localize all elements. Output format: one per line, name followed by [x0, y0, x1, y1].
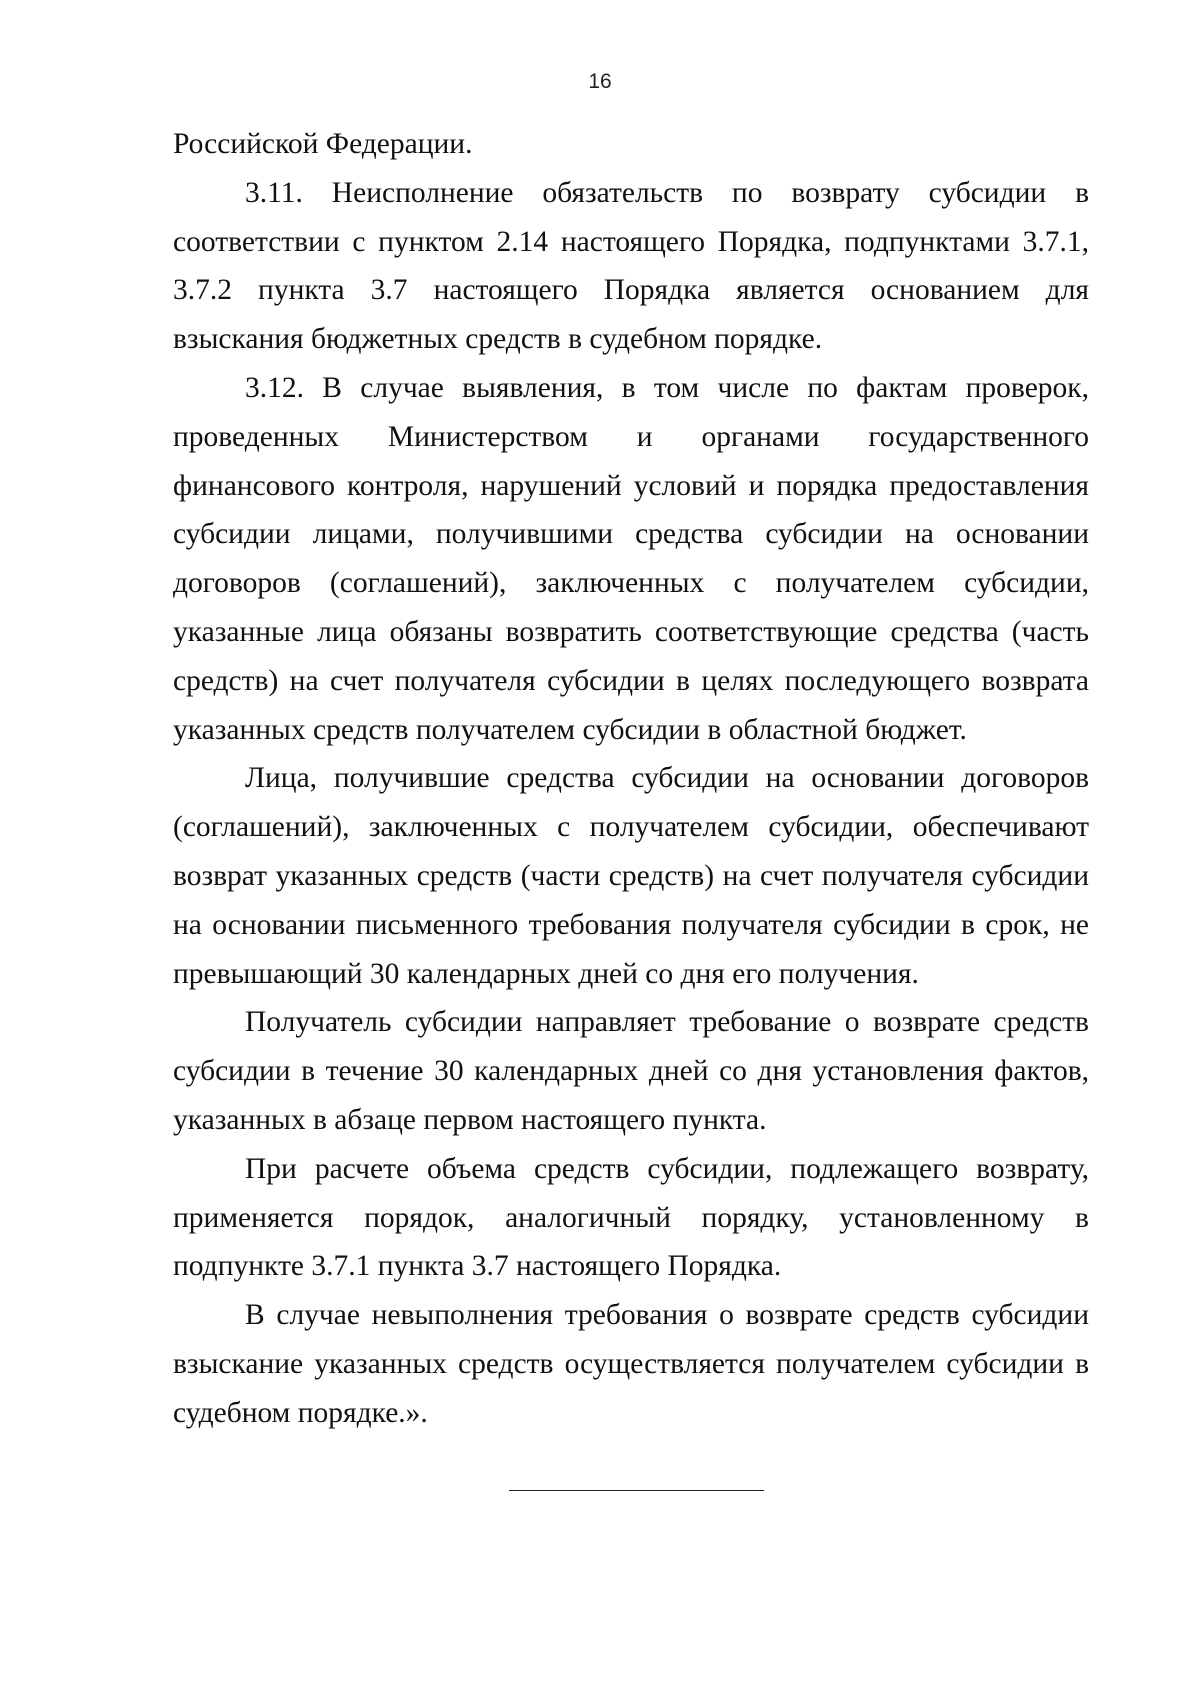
paragraph-calculation: При расчете объема средств субсидии, подлежащего возврату, применяется порядок, аналогичный порядку, установленному в подпункте 3.7.1 пункта 3.7 настоящего Порядка.	[173, 1152, 1089, 1283]
paragraph-demand-deadline: Получатель субсидии направляет требование о возврате средств субсидии в течение 30 календарных дней со дня установления фактов, указанных в абзаце первом настоящего пункта.	[173, 1006, 1089, 1136]
end-separator-line	[509, 1490, 764, 1491]
page-number: 16	[588, 70, 612, 93]
paragraph-continuation: Российской Федерации.	[173, 128, 473, 160]
paragraph-court-recovery: В случае невыполнения требования о возврате средств субсидии взыскание указанных средств осуществляется получателем субсидии в судебном порядке.».	[173, 1299, 1089, 1429]
paragraph-3-11: 3.11. Неисполнение обязательств по возврату субсидии в соответствии с пунктом 2.14 настоящего Порядка, подпунктами 3.7.1, 3.7.2 пункта 3.7 настоящего Порядка является основанием для взыскания бюджетных средств в судебном порядке.	[173, 176, 1089, 356]
paragraph-recipients-return: Лица, получившие средства субсидии на основании договоров (соглашений), заключенных с получателем субсидии, обеспечивают возврат указанных средств (части средств) на счет получателя субсидии на основании письменного требования получателя субсидии в срок, не превышающий 30 календарных дней со дня его получения.	[173, 762, 1089, 990]
paragraph-3-12: 3.12. В случае выявления, в том числе по фактам проверок, проведенных Министерством и органами государственного финансового контроля, нарушений условий и порядка предоставления субсидии лицами, получившими средства субсидии на основании договоров (соглашений), заключенных с получателем субсидии, указанные лица обязаны возвратить соответствующие средства (часть средств) на счет получателя субсидии в целях последующего возврата указанных средств получателем субсидии в областной бюджет.	[173, 371, 1089, 746]
document-body	[173, 120, 1089, 1438]
